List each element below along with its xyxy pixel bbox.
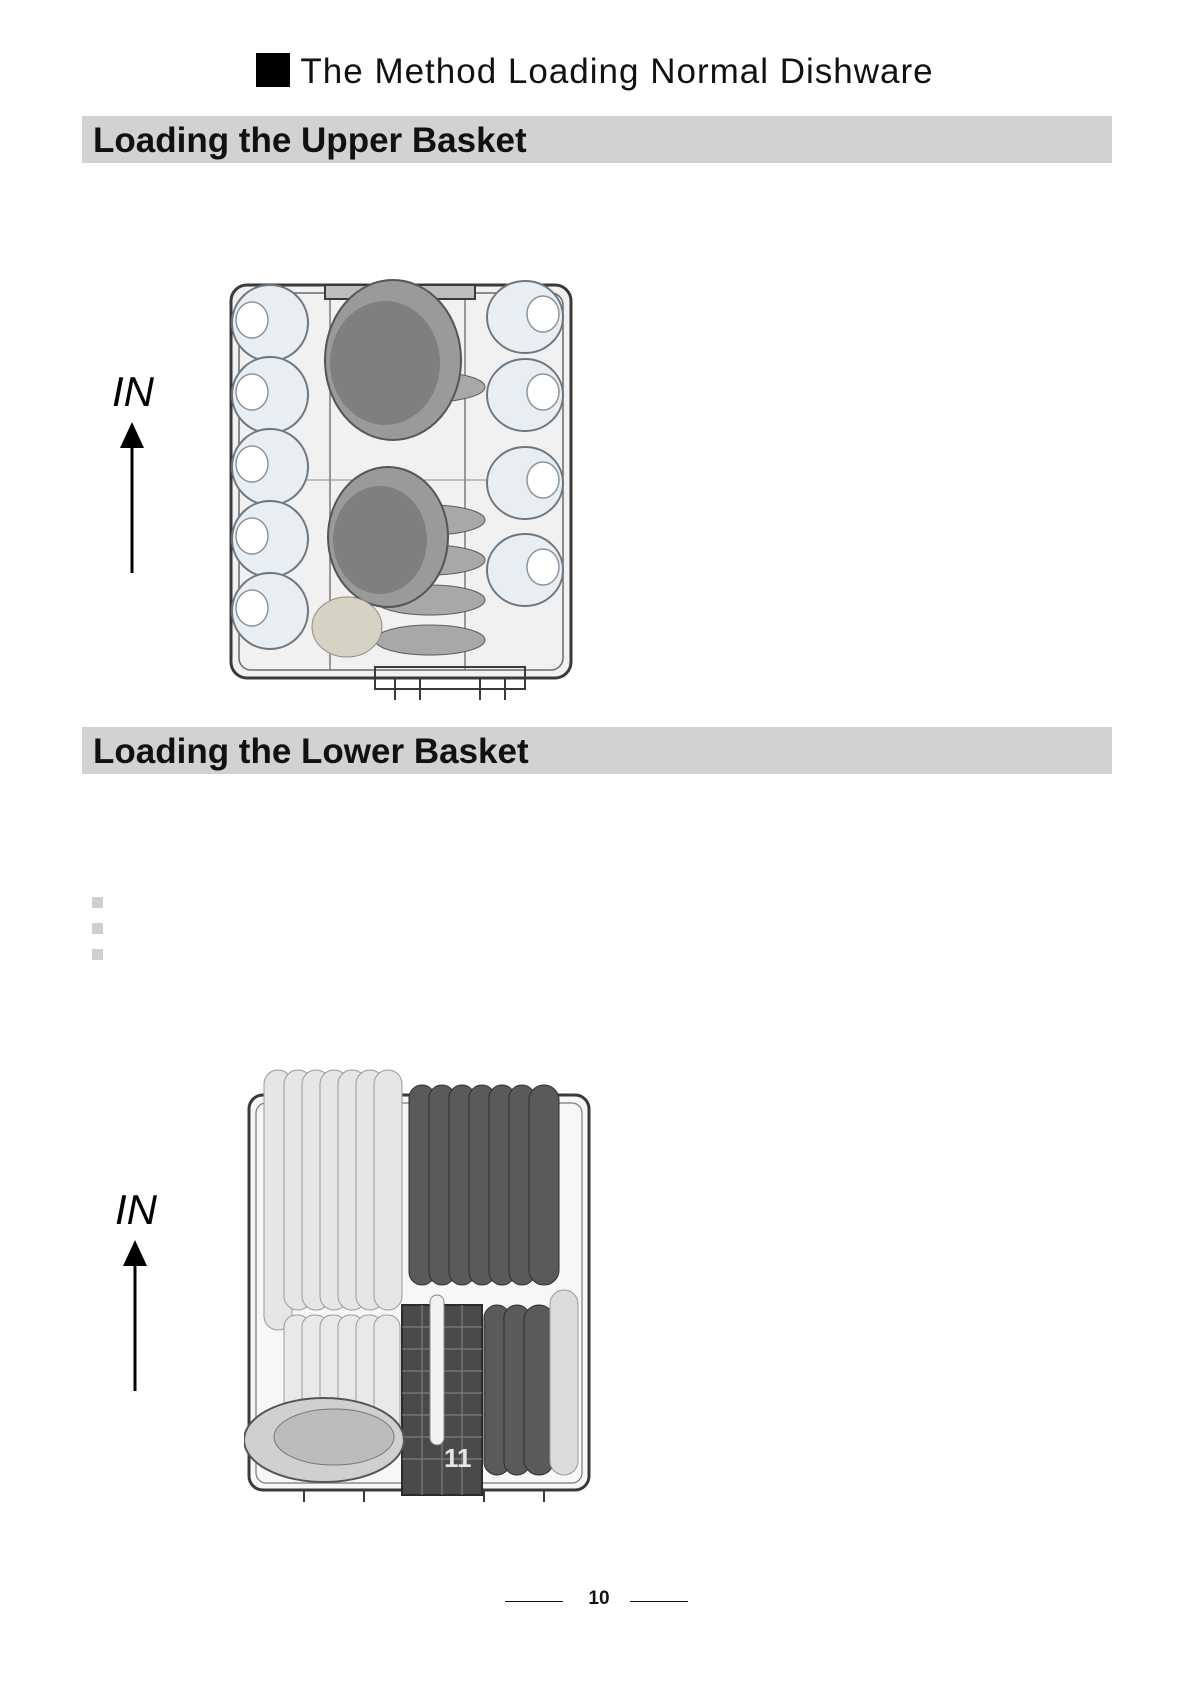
- direction-label-lower: IN: [115, 1186, 157, 1233]
- direction-label-upper: IN: [112, 368, 154, 415]
- direction-indicator-upper: [112, 368, 172, 588]
- lower-basket-illustration: [244, 1065, 594, 1505]
- direction-indicator-lower: [115, 1186, 175, 1406]
- section-bar-lower: [82, 727, 1112, 774]
- grey-square-bullet-icon: [92, 949, 103, 960]
- footer-rule-right: [630, 1601, 688, 1602]
- section-heading-upper: Loading the Upper Basket: [93, 121, 527, 160]
- section-heading-lower: Loading the Lower Basket: [93, 732, 529, 771]
- upper-basket-illustration: [225, 275, 580, 705]
- section-bar-upper: [82, 116, 1112, 163]
- bullet-list: [92, 897, 103, 975]
- up-arrow-icon: [115, 1238, 155, 1393]
- black-square-icon: [256, 53, 290, 87]
- grey-square-bullet-icon: [92, 897, 103, 908]
- page-number: 10: [588, 1588, 610, 1609]
- page-title: [0, 52, 1190, 92]
- footer-rule-left: [505, 1601, 563, 1602]
- grey-square-bullet-icon: [92, 923, 103, 934]
- basket-tag: 11: [444, 1443, 472, 1473]
- page-title-text: The Method Loading Normal Dishware: [300, 52, 934, 91]
- page-footer: [0, 1588, 1190, 1618]
- up-arrow-icon: [112, 420, 152, 575]
